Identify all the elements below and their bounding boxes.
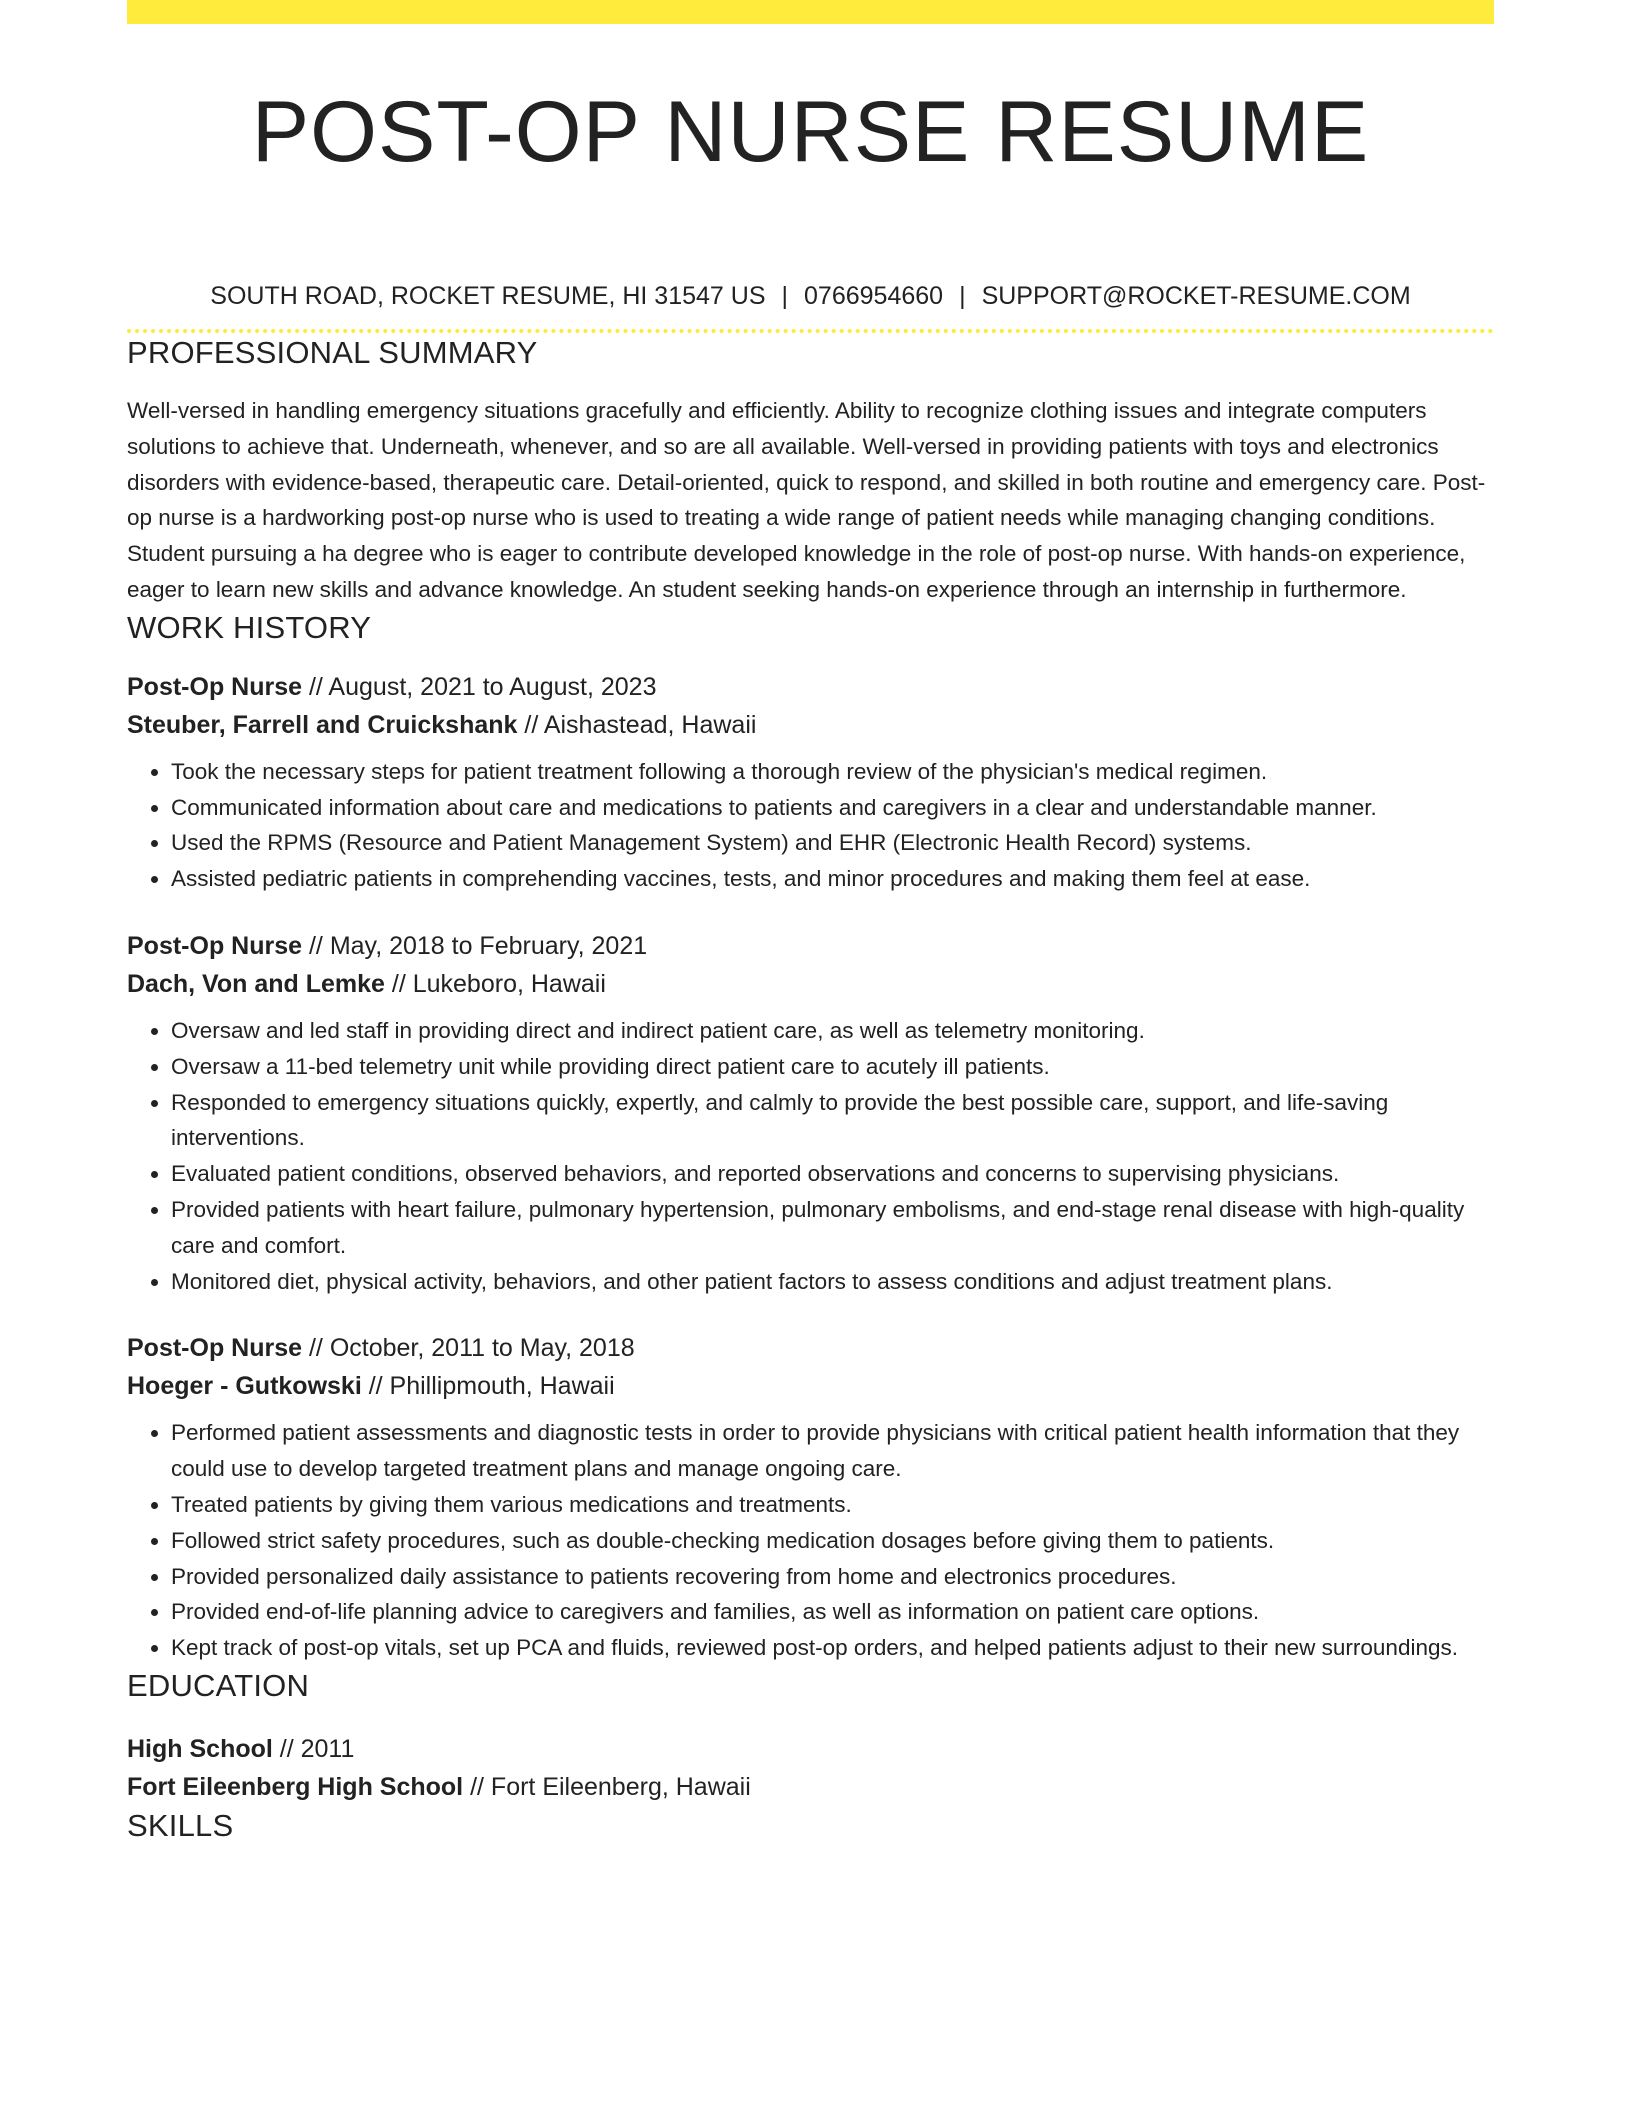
contact-line <box>127 280 1494 312</box>
job-company-line <box>127 965 1494 1003</box>
list-item: • Evaluated patient conditions, observed behaviors, and reported observations and concerns to supervising physicians. <box>171 1156 1494 1192</box>
list-item: • Communicated information about care and medications to patients and caregivers in a clear and understandable manner. <box>171 790 1494 826</box>
job-title: Post-Op Nurse <box>127 1334 303 1363</box>
education-entry <box>127 1730 1494 1806</box>
job-duties-list <box>127 1013 1494 1299</box>
job-dates: // August, 2021 to August, 2023 <box>302 672 657 701</box>
list-item: • Assisted pediatric patients in comprehending vaccines, tests, and minor procedures and making them feel at ease. <box>171 861 1494 897</box>
list-item: • Oversaw and led staff in providing direct and indirect patient care, as well as telemetry monitoring. <box>171 1013 1494 1049</box>
job-company: Steuber, Farrell and Cruickshank <box>127 710 518 739</box>
summary-heading: PROFESSIONAL SUMMARY <box>127 335 538 370</box>
list-item: • Took the necessary steps for patient treatment following a thorough review of the physician's medical regimen. <box>171 754 1494 790</box>
list-item: • Responded to emergency situations quickly, expertly, and calmly to provide the best possible care, support, and life-saving interventions. <box>171 1085 1494 1157</box>
education-degree-line <box>127 1730 1494 1768</box>
job-dates: // May, 2018 to February, 2021 <box>302 931 648 960</box>
job-title-line <box>127 668 1494 706</box>
education-heading: EDUCATION <box>127 1667 310 1703</box>
job-title-line <box>127 1329 1494 1367</box>
list-item: • Oversaw a 11-bed telemetry unit while providing direct patient care to acutely ill patients. <box>171 1049 1494 1085</box>
job-duties-list <box>127 1415 1494 1666</box>
job-location: // Aishastead, Hawaii <box>517 710 757 739</box>
job-company: Dach, Von and Lemke <box>127 969 385 998</box>
education-degree: High School <box>127 1734 273 1763</box>
list-item: • Provided personalized daily assistance to patients recovering from home and electronics procedures. <box>171 1559 1494 1595</box>
contact-email[interactable]: SUPPORT@ROCKET-RESUME.COM <box>981 282 1411 310</box>
job-title: Post-Op Nurse <box>127 931 303 960</box>
job-duties-list <box>127 754 1494 897</box>
job-title-line <box>127 927 1494 965</box>
job-location: // Lukeboro, Hawaii <box>384 969 606 998</box>
list-item: • Provided patients with heart failure, pulmonary hypertension, pulmonary embolisms, and end-stage renal disease with high-quality care and comfort. <box>171 1192 1494 1264</box>
contact-address: SOUTH ROAD, ROCKET RESUME, HI 31547 US <box>210 282 766 310</box>
list-item: • Provided end-of-life planning advice to caregivers and families, as well as information on patient care options. <box>171 1594 1494 1630</box>
contact-separator: | <box>781 282 789 310</box>
job-entry <box>127 1329 1494 1666</box>
page-title: POST-OP NURSE RESUME <box>251 84 1370 180</box>
list-item: • Followed strict safety procedures, such as double-checking medication dosages before giving them to patients. <box>171 1523 1494 1559</box>
education-year: // 2011 <box>272 1734 355 1763</box>
contact-separator: | <box>959 282 966 310</box>
work-history-heading: WORK HISTORY <box>127 609 372 645</box>
education-school-line <box>127 1768 1494 1806</box>
list-item: • Monitored diet, physical activity, behaviors, and other patient factors to assess conditions and adjust treatment plans. <box>171 1264 1494 1300</box>
list-item: • Performed patient assessments and diagnostic tests in order to provide physicians with critical patient health information that they could use to develop targeted treatment plans and manage ongoing care. <box>171 1415 1494 1487</box>
job-entry <box>127 668 1494 897</box>
education-school: Fort Eileenberg High School <box>127 1772 464 1801</box>
resume-content <box>127 0 1494 1846</box>
job-location: // Phillipmouth, Hawaii <box>361 1372 615 1401</box>
list-item: • Treated patients by giving them various medications and treatments. <box>171 1487 1494 1523</box>
summary-text: Well-versed in handling emergency situations gracefully and efficiently. Ability to recognize clothing issues and integrate computers solutions to achieve that. Underneath, whenever, and so are all available. Well-versed in providing patients with toys and electronics disorders with evidence-based, therapeutic care. Detail-oriented, quick to respond, and skilled in both routine and emergency care. Post-op nurse is a hardworking post-op nurse who is used to treating a wide range of patient needs while managing changing conditions. Student pursuing a ha degree who is eager to contribute developed knowledge in the role of post-op nurse. With hands-on experience, eager to learn new skills and advance knowledge. An student seeking hands-on experience through an internship in furthermore. <box>127 398 1486 602</box>
job-title: Post-Op Nurse <box>127 672 303 701</box>
list-item: • Kept track of post-op vitals, set up PCA and fluids, reviewed post-op orders, and helped patients adjust to their new surroundings. <box>171 1630 1494 1666</box>
job-company-line <box>127 1367 1494 1405</box>
contact-phone[interactable]: 0766954660 <box>804 282 944 310</box>
job-company-line <box>127 706 1494 744</box>
list-item: • Used the RPMS (Resource and Patient Management System) and EHR (Electronic Health Record) systems. <box>171 825 1494 861</box>
job-entry <box>127 927 1494 1299</box>
job-dates: // October, 2011 to May, 2018 <box>302 1334 635 1363</box>
education-location: // Fort Eileenberg, Hawaii <box>463 1772 751 1801</box>
skills-heading: SKILLS <box>127 1807 234 1843</box>
job-company: Hoeger - Gutkowski <box>127 1372 362 1401</box>
